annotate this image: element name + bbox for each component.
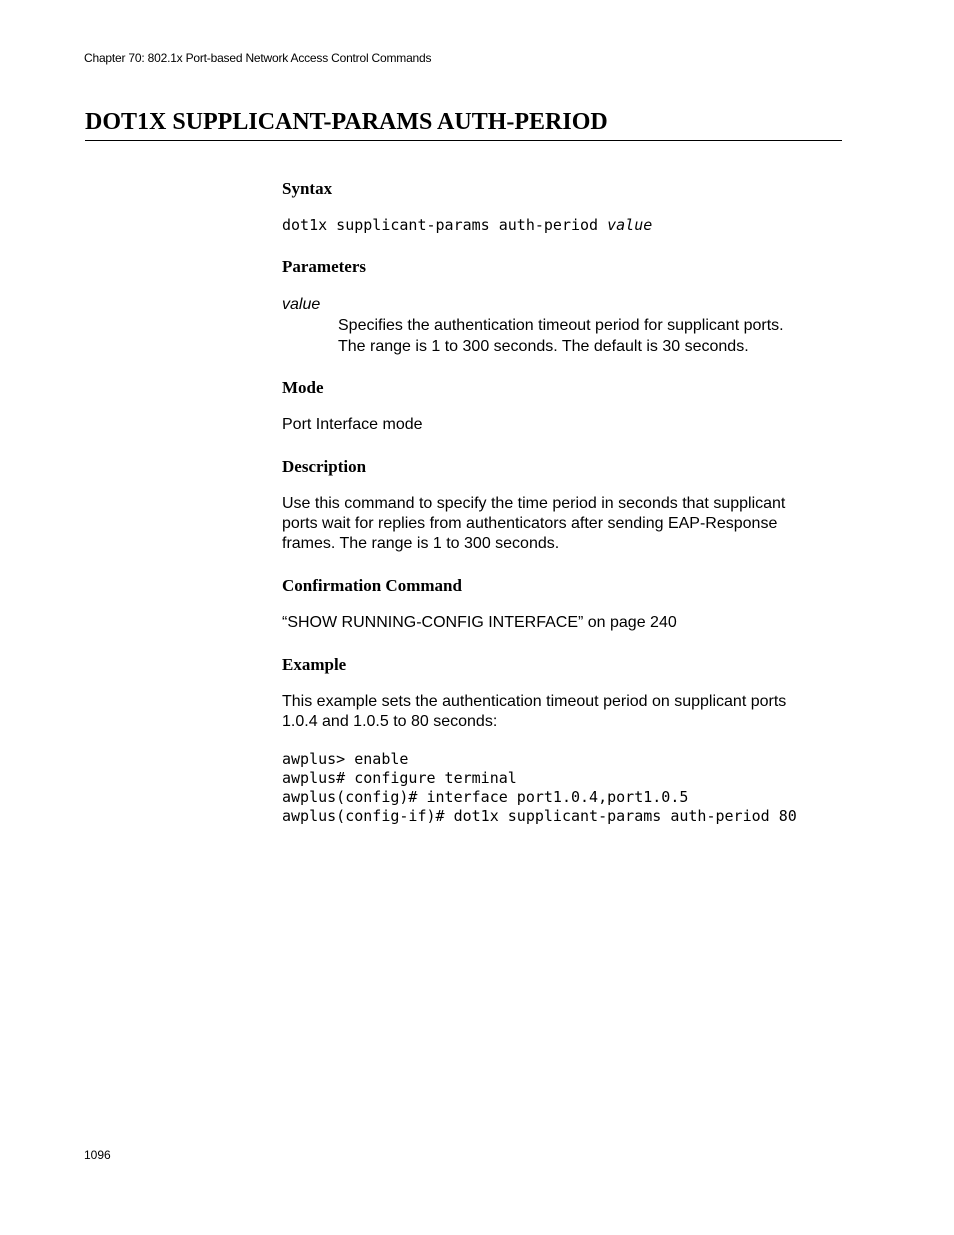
running-header: Chapter 70: 802.1x Port-based Network Access Control Commands bbox=[84, 51, 432, 65]
parameter-entry bbox=[282, 295, 842, 357]
example-heading: Example bbox=[282, 655, 347, 674]
code-line: awplus> enable bbox=[282, 750, 409, 768]
content-body bbox=[282, 178, 842, 826]
parameters-heading: Parameters bbox=[282, 257, 367, 276]
example-code-block bbox=[282, 750, 842, 826]
mode-text: Port Interface mode bbox=[282, 416, 423, 433]
mode-heading: Mode bbox=[282, 378, 324, 397]
code-line: awplus# configure terminal bbox=[282, 769, 517, 787]
parameter-description-line: The range is 1 to 300 seconds. The default is 30 seconds. bbox=[338, 338, 749, 355]
page-title: DOT1X SUPPLICANT-PARAMS AUTH-PERIOD bbox=[85, 109, 608, 135]
description-text bbox=[282, 494, 842, 554]
code-line: awplus(config-if)# dot1x supplicant-params auth-period 80 bbox=[282, 807, 797, 825]
confirmation-link[interactable]: “SHOW RUNNING-CONFIG INTERFACE” on page 240 bbox=[282, 614, 677, 631]
example-line: This example sets the authentication timeout period on supplicant ports bbox=[282, 693, 787, 710]
parameter-description bbox=[338, 315, 842, 357]
description-heading: Description bbox=[282, 457, 367, 476]
page-number: 1096 bbox=[84, 1148, 111, 1162]
title-rule bbox=[85, 140, 842, 141]
description-line: Use this command to specify the time period in seconds that supplicant bbox=[282, 495, 786, 512]
description-line: ports wait for replies from authenticators after sending EAP-Response bbox=[282, 515, 778, 532]
syntax-argument: value bbox=[607, 216, 653, 234]
parameter-description-line: Specifies the authentication timeout period for supplicant ports. bbox=[338, 317, 784, 334]
parameter-term: value bbox=[282, 296, 321, 313]
syntax-command: dot1x supplicant-params auth-period bbox=[282, 216, 599, 234]
confirmation-heading: Confirmation Command bbox=[282, 576, 462, 595]
syntax-line bbox=[282, 216, 842, 235]
code-line: awplus(config)# interface port1.0.4,port1.0.5 bbox=[282, 788, 689, 806]
syntax-heading: Syntax bbox=[282, 179, 333, 198]
example-line: 1.0.4 and 1.0.5 to 80 seconds: bbox=[282, 713, 498, 730]
example-text bbox=[282, 692, 842, 732]
description-line: frames. The range is 1 to 300 seconds. bbox=[282, 535, 560, 552]
